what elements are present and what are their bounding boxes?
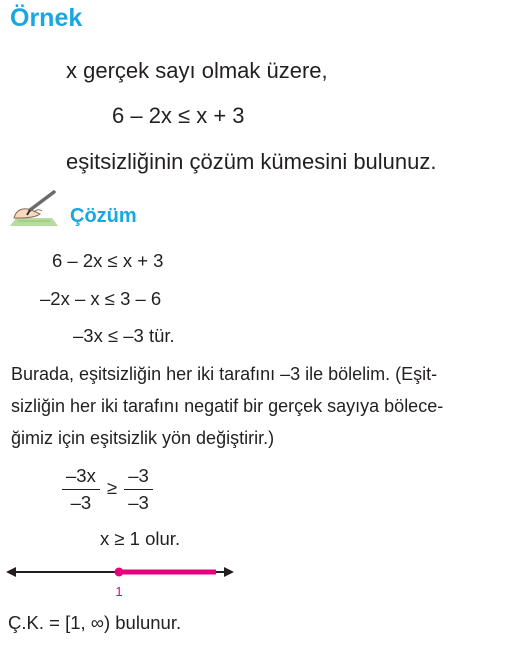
solution-result: x ≥ 1 olur. (100, 528, 181, 549)
paragraph-line: ğimiz için eşitsizlik yön değiştirir.) (11, 428, 275, 448)
solution-step3: –3x ≤ –3 tür. (73, 325, 175, 346)
number-line-right-arrow (224, 567, 234, 577)
hand-writing-pencil-icon (8, 188, 64, 228)
solution-title: Çözüm (70, 205, 137, 227)
fraction-relation: ≥ (106, 477, 118, 499)
solution-step1: 6 – 2x ≤ x + 3 (52, 250, 164, 271)
closed-point (115, 568, 124, 577)
example-inequality: 6 – 2x ≤ x + 3 (112, 103, 245, 128)
fraction-left (62, 465, 100, 514)
paragraph-line: sizliğin her iki tarafını negatif bir gerçek sayıya bölece- (11, 396, 444, 416)
fraction-left-numerator: –3x (62, 465, 100, 490)
number-line-point-label: 1 (115, 584, 123, 599)
fraction-right-denominator: –3 (128, 492, 149, 513)
solution-answer: Ç.K. = [1, ∞) bulunur. (8, 612, 182, 633)
number-line (0, 556, 513, 606)
fraction-right-numerator: –3 (124, 465, 153, 490)
fraction-right (124, 465, 153, 514)
solution-paragraph (11, 358, 507, 454)
fraction-inequality (62, 465, 153, 514)
example-statement-line2: eşitsizliğinin çözüm kümesini bulunuz. (66, 149, 437, 174)
number-line-left-arrow (6, 567, 16, 577)
solution-step2: –2x – x ≤ 3 – 6 (40, 288, 162, 309)
fraction-left-denominator: –3 (70, 492, 92, 513)
paragraph-line: Burada, eşitsizliğin her iki tarafını –3 ile bölelim. (Eşit- (11, 364, 438, 384)
example-title: Örnek (10, 4, 83, 32)
example-statement-line1: x gerçek sayı olmak üzere, (66, 58, 328, 83)
